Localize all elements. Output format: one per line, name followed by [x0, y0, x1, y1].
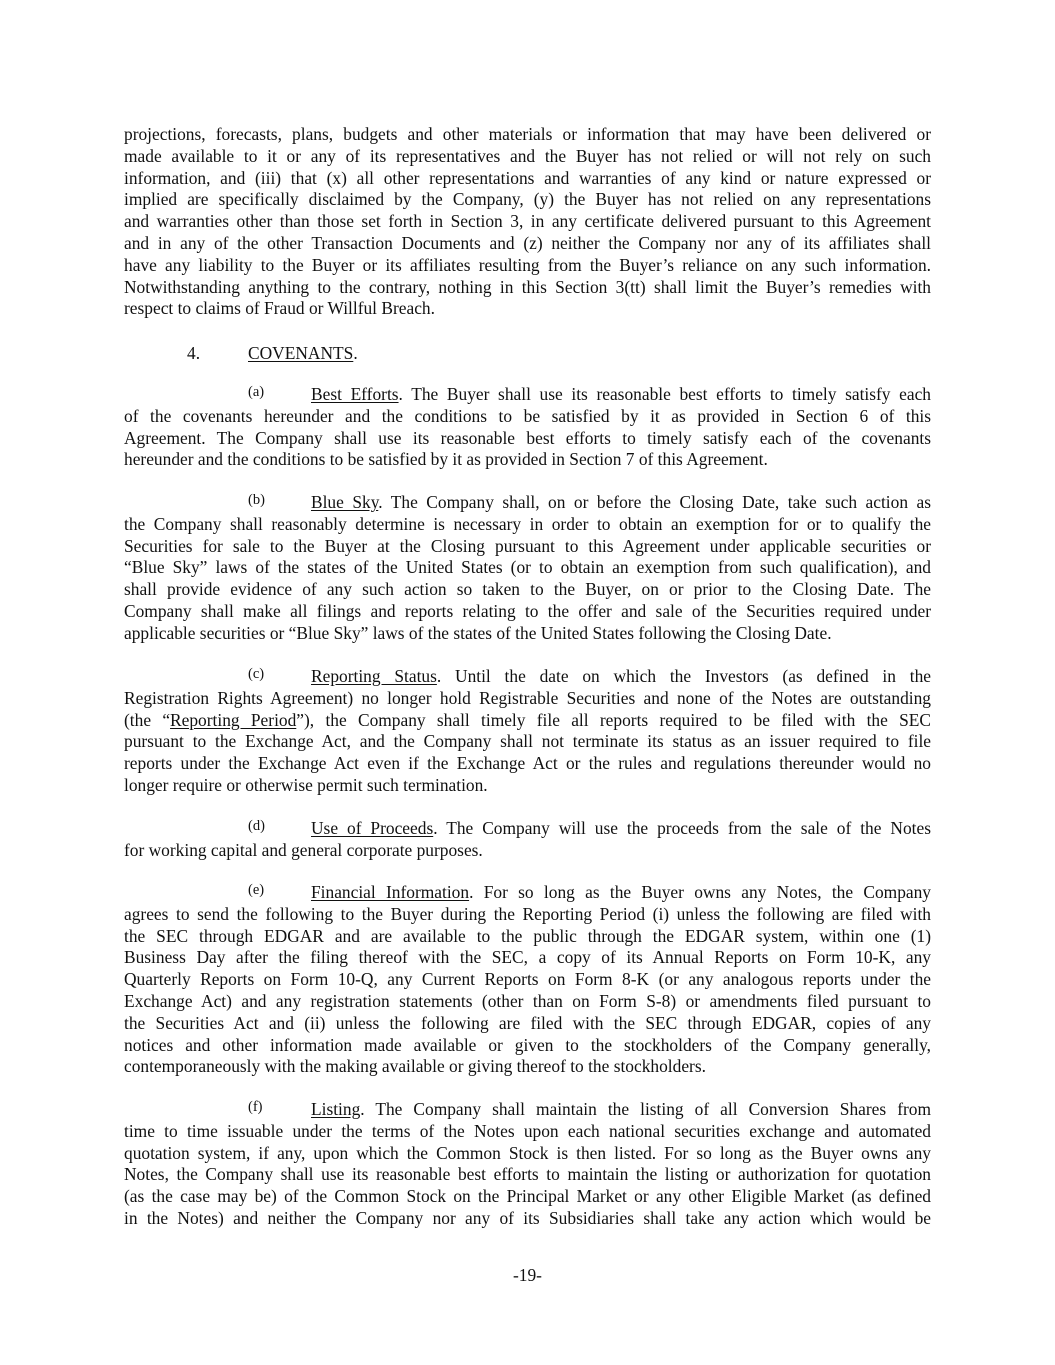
text-line: hereunder and the conditions to be satisfied by it as provided in Section 7 of this Agreement.: [124, 449, 768, 470]
text-line: Business Day after the filing thereof with the SEC, a copy of its Annual Reports on Form 10-K, any: [124, 947, 931, 968]
text-line: and warranties other than those set forth in Section 3, in any certificate delivered pursuant to this Agreement: [124, 211, 931, 232]
text-line: Agreement. The Company shall use its reasonable best efforts to timely satisfy each of the covenants: [124, 427, 931, 448]
text-line: the SEC through EDGAR and are available to the public through the EDGAR system, within one (1): [124, 925, 931, 946]
text-line: [124, 710, 931, 732]
text-line: information, and (iii) that (x) all other representations and warranties of any kind or nature expressed or: [124, 167, 931, 188]
text-line: Registration Rights Agreement) no longer hold Registrable Securities and none of the Notes are outstanding: [124, 687, 931, 708]
text-line: respect to claims of Fraud or Willful Breach.: [124, 298, 435, 319]
text-segment: . The Buyer shall use its reasonable best efforts to timely satisfy each: [398, 384, 931, 404]
text-line: notices and other information made available or given to the stockholders of the Company generally,: [124, 1034, 931, 1055]
text-segment: . The Company shall maintain the listing of all Conversion Shares from: [360, 1099, 931, 1119]
text-line: the Company shall reasonably determine is necessary in order to obtain an exemption for or to qualify the: [124, 513, 931, 534]
text-line: and in any of the other Transaction Documents and (z) neither the Company nor any of its affiliates shall: [124, 232, 931, 253]
text-line: [124, 384, 931, 406]
page-number: -19-: [513, 1265, 542, 1285]
text-line: projections, forecasts, plans, budgets and other materials or information that may have been delivered or: [124, 124, 931, 144]
covenant-paragraph: [124, 1099, 931, 1230]
text-line: [124, 1099, 931, 1121]
defined-term: Listing: [311, 1099, 361, 1119]
defined-term: Reporting Period: [170, 709, 297, 730]
defined-term: Blue Sky: [311, 492, 379, 512]
paragraph-label: (f): [248, 1099, 263, 1115]
text-line: applicable securities or “Blue Sky” laws of the states of the United States following the Closing Date.: [124, 622, 832, 643]
text-line: shall provide evidence of any such action so taken to the Buyer, on or prior to the Closing Date. The: [124, 579, 931, 600]
text-line: [124, 882, 931, 904]
text-line: contemporaneously with the making available or giving thereof to the stockholders.: [124, 1056, 706, 1077]
text-line: in the Notes) and neither the Company nor any of its Subsidiaries shall take any action which would be: [124, 1207, 931, 1228]
text-segment: ”), the Company shall timely file all reports required to be filed with the SEC: [296, 709, 931, 730]
covenant-paragraph: [124, 492, 931, 645]
text-line: for working capital and general corporate purposes.: [124, 839, 483, 860]
paragraph-label: (b): [248, 492, 265, 508]
defined-term: Best Efforts: [311, 384, 399, 404]
paragraph-label: (c): [248, 666, 265, 682]
text-line: Quarterly Reports on Form 10-Q, any Current Reports on Form 8-K (or any analogous reports under the: [124, 969, 931, 990]
section-number: 4.: [187, 343, 201, 363]
text-line: Securities for sale to the Buyer at the Closing pursuant to this Agreement under applicable securities or: [124, 535, 931, 556]
text-line: the Securities Act and (ii) unless the following are filed with the SEC through EDGAR, copies of any: [124, 1012, 931, 1033]
covenant-paragraph: [124, 384, 931, 471]
text-line: have any liability to the Buyer or its affiliates resulting from the Buyer’s reliance on any such information.: [124, 254, 931, 275]
text-line: [124, 492, 931, 514]
defined-term: Use of Proceeds: [311, 818, 434, 838]
text-line: [124, 818, 931, 840]
section-title-period: .: [353, 343, 358, 363]
paragraph-label: (e): [248, 882, 265, 898]
covenant-paragraph: [124, 666, 931, 797]
text-line: implied are specifically disclaimed by the Company, (y) the Buyer has not relied on any representations: [124, 189, 931, 210]
text-segment: . For so long as the Buyer owns any Notes, the Company: [469, 882, 931, 902]
text-line: agrees to send the following to the Buyer during the Reporting Period (i) unless the following are filed with: [124, 903, 931, 924]
text-segment: . The Company shall, on or before the Closing Date, take such action as: [378, 492, 931, 512]
text-line: reports under the Exchange Act even if the Exchange Act or the rules and regulations thereunder would no: [124, 753, 931, 774]
text-segment: . Until the date on which the Investors (as defined in the: [436, 666, 931, 686]
text-line: (as the case may be) of the Common Stock on the Principal Market or any other Eligible Market (as defined: [124, 1186, 931, 1207]
text-line: pursuant to the Exchange Act, and the Company shall not terminate its status as an issuer required to file: [124, 731, 931, 752]
section-title: COVENANTS: [248, 343, 354, 363]
paragraph-label: (d): [248, 818, 265, 834]
text-segment: . The Company will use the proceeds from the sale of the Notes: [433, 818, 931, 838]
text-line: longer require or otherwise permit such termination.: [124, 774, 488, 795]
text-line: Company shall make all filings and reports relating to the offer and sale of the Securities required under: [124, 600, 931, 621]
paragraph-label: (a): [248, 384, 265, 400]
covenant-paragraph: [124, 818, 931, 862]
text-line: Exchange Act) and any registration statements (other than on Form S-8) or amendments filed pursuant to: [124, 990, 931, 1011]
paragraph-continuation: [124, 124, 931, 320]
section-heading: [248, 342, 358, 364]
defined-term: Financial Information: [311, 882, 470, 902]
text-line: quotation system, if any, upon which the Common Stock is then listed. For so long as the Buyer owns any: [124, 1142, 931, 1163]
text-line: Notes, the Company shall use its reasonable best efforts to maintain the listing or authorization for quotation: [124, 1164, 931, 1185]
text-line: [124, 666, 931, 688]
text-line: made available to it or any of its representatives and the Buyer has not relied or will not rely on such: [124, 145, 931, 166]
covenant-paragraph: [124, 882, 931, 1078]
text-line: time to time issuable under the terms of the Notes upon each national securities exchange and automated: [124, 1120, 931, 1141]
text-line: Notwithstanding anything to the contrary, nothing in this Section 3(tt) shall limit the Buyer’s remedies with: [124, 276, 931, 297]
text-segment: (the “: [124, 709, 171, 730]
defined-term: Reporting Status: [311, 666, 437, 686]
text-line: of the covenants hereunder and the conditions to be satisfied by it as provided in Section 6 of this: [124, 405, 931, 426]
text-line: “Blue Sky” laws of the states of the United States (or to obtain an exemption from such qualification), and: [124, 557, 931, 578]
